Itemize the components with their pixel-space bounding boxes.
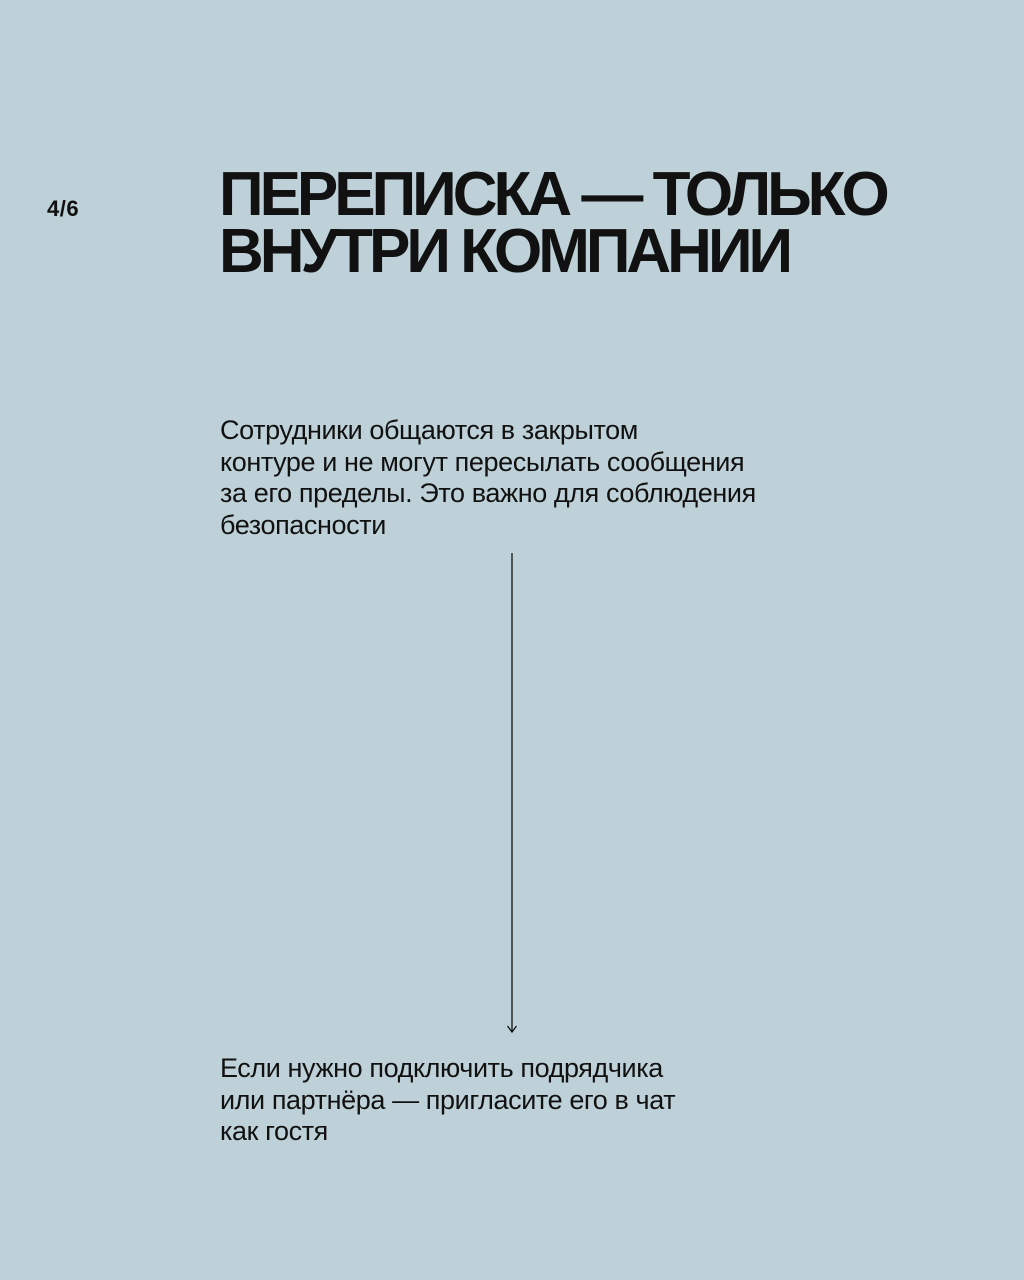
- headline-line: ПЕРЕПИСКА — ТОЛЬКО: [219, 160, 886, 229]
- note-line: или партнёра — пригласите его в чат: [220, 1084, 676, 1115]
- note-line: Если нужно подключить подрядчика: [220, 1053, 663, 1083]
- intro-paragraph: [220, 415, 840, 541]
- intro-line: контуре и не могут пересылать сообщения: [220, 446, 745, 477]
- intro-line: за его пределы. Это важно для соблюдения: [220, 478, 756, 508]
- intro-line: Сотрудники общаются в закрытом: [220, 415, 638, 445]
- guest-note-paragraph: [220, 1053, 780, 1148]
- page-counter: 4/6: [47, 196, 80, 221]
- headline: [219, 160, 999, 286]
- arrow-down-icon: [506, 553, 518, 1035]
- note-line: как гостя: [220, 1116, 328, 1146]
- intro-line: безопасности: [220, 509, 386, 540]
- headline-line: ВНУТРИ КОМПАНИИ: [219, 217, 790, 286]
